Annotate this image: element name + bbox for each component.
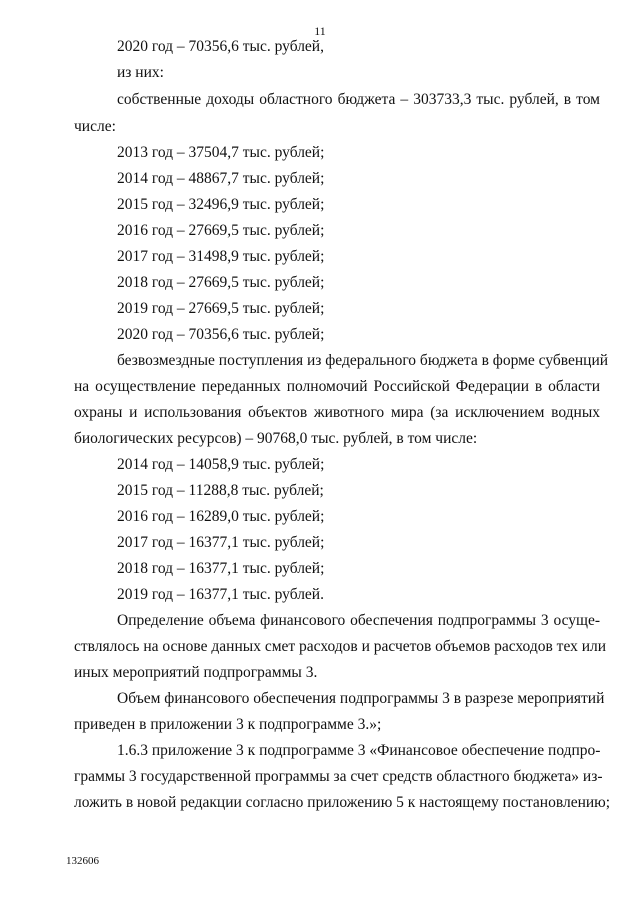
text-line: 2016 год – 16289,0 тыс. рублей; xyxy=(117,508,325,525)
text-line: 2015 год – 32496,9 тыс. рублей; xyxy=(117,196,325,213)
document-id: 132606 xyxy=(66,855,99,867)
text-line: 2014 год – 14058,9 тыс. рублей; xyxy=(117,456,325,473)
text-line: 2017 год – 31498,9 тыс. рублей; xyxy=(117,248,325,265)
text-line: числе: xyxy=(74,118,116,135)
text-line: из них: xyxy=(117,64,164,81)
text-line: ложить в новой редакции согласно приложению 5 к настоящему постановлению; xyxy=(74,794,611,811)
text-line: иных мероприятий подпрограммы 3. xyxy=(74,664,318,681)
text-line: 2016 год – 27669,5 тыс. рублей; xyxy=(117,222,325,239)
text-line: охраны и использования объектов животного мира (за исключением водных xyxy=(74,404,600,421)
text-line: Определение объема финансового обеспечения подпрограммы 3 осуще- xyxy=(117,612,600,629)
text-line: 2019 год – 27669,5 тыс. рублей; xyxy=(117,300,325,317)
text-line: собственные доходы областного бюджета – 303733,3 тыс. рублей, в том xyxy=(117,91,600,108)
text-line: 2013 год – 37504,7 тыс. рублей; xyxy=(117,144,325,161)
text-line: граммы 3 государственной программы за счет средств областного бюджета» из- xyxy=(74,768,603,785)
text-line: приведен в приложении 3 к подпрограмме 3.»; xyxy=(74,716,382,733)
text-line: 2019 год – 16377,1 тыс. рублей. xyxy=(117,586,324,603)
text-line: на осуществление переданных полномочий Российской Федерации в области xyxy=(74,378,600,395)
text-line: 2015 год – 11288,8 тыс. рублей; xyxy=(117,482,324,499)
text-line: 2018 год – 27669,5 тыс. рублей; xyxy=(117,274,325,291)
text-line: 2020 год – 70356,6 тыс. рублей, xyxy=(117,38,324,55)
text-line: безвозмездные поступления из федерального бюджета в форме субвенций xyxy=(117,352,609,369)
text-line: 1.6.3 приложение 3 к подпрограмме 3 «Финансовое обеспечение подпро- xyxy=(117,742,601,759)
page-number: 11 xyxy=(314,24,326,38)
text-line: 2018 год – 16377,1 тыс. рублей; xyxy=(117,560,325,577)
text-line: Объем финансового обеспечения подпрограммы 3 в разрезе мероприятий xyxy=(117,690,605,707)
text-line: биологических ресурсов) – 90768,0 тыс. рублей, в том числе: xyxy=(74,430,478,447)
text-line: 2014 год – 48867,7 тыс. рублей; xyxy=(117,170,325,187)
text-line: ствлялось на основе данных смет расходов и расчетов объемов расходов тех или xyxy=(74,638,607,655)
text-line: 2017 год – 16377,1 тыс. рублей; xyxy=(117,534,325,551)
text-line: 2020 год – 70356,6 тыс. рублей; xyxy=(117,326,325,343)
